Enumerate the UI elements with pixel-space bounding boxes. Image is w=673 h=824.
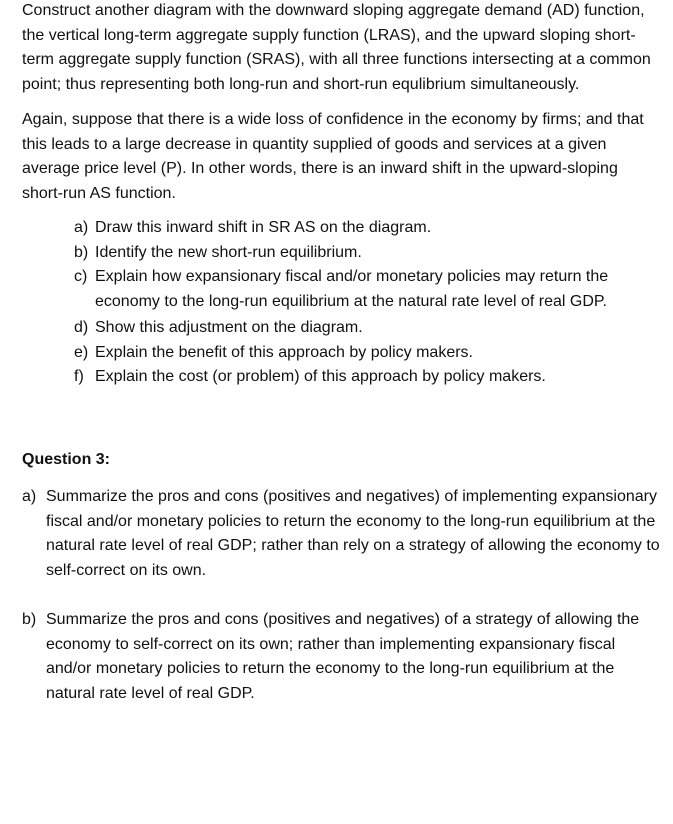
task-label: f) [74,368,84,385]
task-label: c) [74,268,88,285]
task-label: e) [74,343,89,361]
task-item-f [74,365,662,390]
part-text: Summarize the pros and cons (positives and negatives) of implementing expansionary fiscal and/or monetary policies to return the economy to the long-run equilibrium at the natural rate level of real GDP; rather than rely on a strategy of allowing the economy to self-correct on its own. [46,488,660,579]
part-label: a) [22,488,37,505]
task-item-c [74,265,662,314]
task-item-b [74,241,662,266]
part-text: Summarize the pros and cons (positives and negatives) of a strategy of allowing the economy to self-correct on its own; rather than implementing expansionary fiscal and/or monetary policies to return the economy to the long-run equilibrium at the natural rate level of real GDP. [46,611,640,702]
task-item-e [74,341,662,366]
task-label: a) [74,219,89,236]
task-text: Identify the new short-run equilibrium. [95,243,362,261]
task-text: Explain the cost (or problem) of this approach by policy makers. [95,368,546,385]
task-text: Draw this inward shift in SR AS on the diagram. [95,219,432,236]
task-label: d) [74,319,89,336]
task-label: b) [74,243,89,261]
question-3-part-b [22,608,662,706]
intro-paragraph-1: Construct another diagram with the downward sloping aggregate demand (AD) function, the vertical long-term aggregate supply function (LRAS), and the upward sloping short-term aggregate supply function (SRAS), with all three functions intersecting at a common point; thus representing both long-run and short-run equlibrium simultaneously. [22,2,651,93]
document-page [22,0,662,706]
question-3-heading: Question 3: [22,450,111,468]
intro-paragraph-2: Again, suppose that there is a wide loss of confidence in the economy by firms; and that this leads to a large decrease in quantity supplied of goods and services at a given average price level (P). In other words, there is an inward shift in the upward-sloping short-run AS function. [22,111,644,202]
task-item-d [74,316,662,341]
task-list [74,216,662,390]
task-text: Show this adjustment on the diagram. [95,319,363,336]
task-item-a [74,216,662,241]
part-label: b) [22,611,37,628]
question-3-part-a [22,485,662,583]
task-text: Explain how expansionary fiscal and/or monetary policies may return the economy to the long-run equilibrium at the natural rate level of real GDP. [95,268,609,310]
task-text: Explain the benefit of this approach by policy makers. [95,343,473,361]
